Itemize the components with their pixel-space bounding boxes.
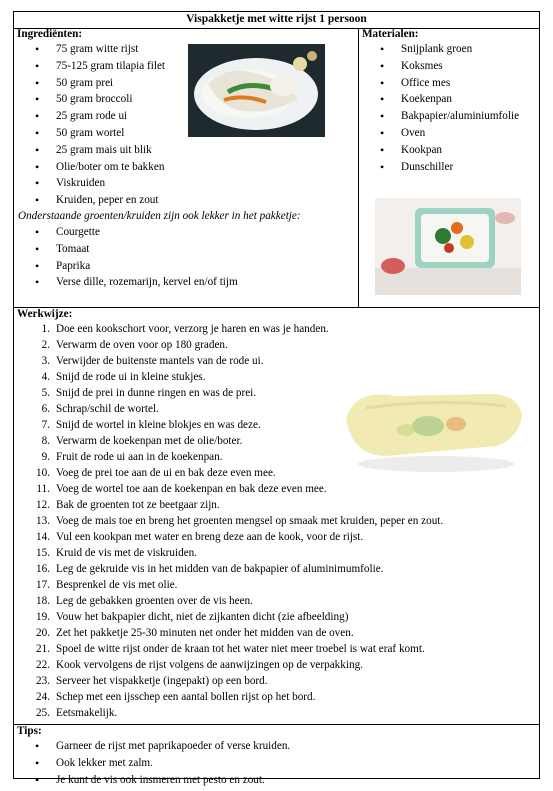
method-step xyxy=(14,593,539,609)
step-number: 9. xyxy=(41,451,50,463)
method-step xyxy=(14,337,539,353)
step-number: 5. xyxy=(41,387,50,399)
method-step xyxy=(14,673,539,689)
step-number: 18. xyxy=(36,595,50,607)
material-item: • Office mes xyxy=(359,75,539,92)
step-text: Vul een kookpan met water en breng deze aan de kook, voor de rijst. xyxy=(56,531,364,543)
step-text: Schrap/schil de wortel. xyxy=(56,403,159,415)
step-number: 12. xyxy=(36,499,50,511)
step-text: Verwijder de buitenste mantels van de rode ui. xyxy=(56,355,264,367)
step-text: Besprenkel de vis met olie. xyxy=(56,579,178,591)
step-text: Verwarm de oven voor op 180 graden. xyxy=(56,339,228,351)
step-text: Kook vervolgens de rijst volgens de aanwijzingen op de verpakking. xyxy=(56,659,363,671)
ingredient-item: • 75-125 gram tilapia filet xyxy=(14,58,358,75)
step-text: Schep met een ijsschep een aantal bollen rijst op het bord. xyxy=(56,691,316,703)
recipe-title: Vispakketje met witte rijst 1 persoon xyxy=(14,12,539,29)
step-text: Vouw het bakpapier dicht, niet de zijkanten dicht (zie afbeelding) xyxy=(56,611,349,623)
ingredient-item: • 25 gram mais uit blik xyxy=(14,142,358,159)
ingredient-item: • 50 gram wortel xyxy=(14,125,358,142)
recipe-sheet xyxy=(13,11,540,786)
step-number: 22. xyxy=(36,659,50,671)
step-number: 6. xyxy=(41,403,50,415)
ingredient-item: • 75 gram witte rijst xyxy=(14,41,358,58)
optional-ingredient-item: • Verse dille, rozemarijn, kervel en/of tijm xyxy=(14,274,358,291)
step-text: Zet het pakketje 25-30 minuten net onder het midden van de oven. xyxy=(56,627,354,639)
step-number: 4. xyxy=(41,371,50,383)
method-step xyxy=(14,529,539,545)
step-text: Kruid de vis met de viskruiden. xyxy=(56,547,198,559)
method-step xyxy=(14,321,539,337)
step-text: Verwarm de koekenpan met de olie/boter. xyxy=(56,435,243,447)
step-number: 10. xyxy=(36,467,50,479)
materials-list xyxy=(359,41,539,175)
tips-section xyxy=(14,725,539,786)
tip-item: • Ook lekker met zalm. xyxy=(14,755,539,772)
step-text: Fruit de rode ui aan in de koekenpan. xyxy=(56,451,223,463)
step-number: 23. xyxy=(36,675,50,687)
step-text: Voeg de wortel toe aan de koekenpan en bak deze even mee. xyxy=(56,483,327,495)
material-item: • Dunschiller xyxy=(359,159,539,176)
step-number: 24. xyxy=(36,691,50,703)
step-number: 20. xyxy=(36,627,50,639)
ingredients-section xyxy=(14,28,359,307)
method-step xyxy=(14,641,539,657)
step-number: 11. xyxy=(36,483,50,495)
method-step xyxy=(14,657,539,673)
step-text: Snijd de rode ui in kleine stukjes. xyxy=(56,371,206,383)
optional-ingredient-item: • Tomaat xyxy=(14,241,358,258)
materials-section xyxy=(359,28,539,307)
closed-parcel-photo xyxy=(336,368,526,476)
optional-note: Onderstaande groenten/kruiden zijn ook lekker in het pakketje: xyxy=(18,209,301,222)
method-step xyxy=(14,705,539,721)
step-number: 13. xyxy=(36,515,50,527)
method-step xyxy=(14,545,539,561)
step-text: Snijd de prei in dunne ringen en was de prei. xyxy=(56,387,257,399)
material-item: • Snijplank groen xyxy=(359,41,539,58)
step-number: 21. xyxy=(36,643,50,655)
method-step xyxy=(14,481,539,497)
tips-list xyxy=(14,738,539,788)
optional-ingredient-item: • Courgette xyxy=(14,224,358,241)
step-number: 14. xyxy=(36,531,50,543)
material-item: • Koekenpan xyxy=(359,91,539,108)
step-number: 16. xyxy=(36,563,50,575)
method-heading: Werkwijze: xyxy=(17,308,73,320)
material-item: • Oven xyxy=(359,125,539,142)
materials-heading: Materialen: xyxy=(362,28,419,40)
step-text: Doe een kookschort voor, verzorg je haren en was je handen. xyxy=(56,323,329,335)
ingredients-materials-row xyxy=(14,28,539,308)
ingredients-heading: Ingrediënten: xyxy=(17,28,83,40)
method-step xyxy=(14,497,539,513)
method-step xyxy=(14,689,539,705)
material-item: • Kookpan xyxy=(359,142,539,159)
material-item: • Bakpapier/aluminiumfolie xyxy=(359,108,539,125)
method-step xyxy=(14,353,539,369)
tips-heading: Tips: xyxy=(17,725,42,737)
step-text: Eetsmakelijk. xyxy=(56,707,118,719)
method-step xyxy=(14,513,539,529)
ingredient-item: • Viskruiden xyxy=(14,175,358,192)
method-step xyxy=(14,625,539,641)
step-text: Bak de groenten tot ze beetgaar zijn. xyxy=(56,499,220,511)
step-number: 3. xyxy=(41,355,50,367)
ingredient-item: • 25 gram rode ui xyxy=(14,108,358,125)
tip-item: • Garneer de rijst met paprikapoeder of verse kruiden. xyxy=(14,738,539,755)
tip-item: • Je kunt de vis ook insmeren met pesto en zout. xyxy=(14,772,539,789)
step-text: Voeg de mais toe en breng het groenten mengsel op smaak met kruiden, peper en zout. xyxy=(56,515,444,527)
method-step xyxy=(14,561,539,577)
step-number: 17. xyxy=(36,579,50,591)
step-number: 19. xyxy=(36,611,50,623)
ingredient-item: • Kruiden, peper en zout xyxy=(14,192,358,209)
step-text: Spoel de witte rijst onder de kraan tot het water niet meer troebel is wat eraf komt. xyxy=(56,643,425,655)
step-text: Leg de gekruide vis in het midden van de bakpapier of aluminimumfolie. xyxy=(56,563,384,575)
method-step xyxy=(14,577,539,593)
fish-parcel-photo xyxy=(188,44,325,137)
step-number: 8. xyxy=(41,435,50,447)
step-number: 1. xyxy=(41,323,50,335)
step-text: Snijd de wortel in kleine blokjes en was deze. xyxy=(56,419,261,431)
step-number: 25. xyxy=(36,707,50,719)
ingredient-item: • Olie/boter om te bakken xyxy=(14,159,358,176)
optional-ingredients-list xyxy=(14,224,358,291)
step-number: 2. xyxy=(41,339,50,351)
method-section xyxy=(14,308,539,725)
step-number: 15. xyxy=(36,547,50,559)
step-text: Leg de gebakken groenten over de vis heen. xyxy=(56,595,253,607)
ingredient-item: • 50 gram prei xyxy=(14,75,358,92)
material-item: • Koksmes xyxy=(359,58,539,75)
step-text: Voeg de prei toe aan de ui en bak deze even mee. xyxy=(56,467,276,479)
optional-ingredient-item: • Paprika xyxy=(14,258,358,275)
parcel-in-dish-photo xyxy=(375,198,521,295)
method-step xyxy=(14,609,539,625)
step-number: 7. xyxy=(41,419,50,431)
step-text: Serveer het vispakketje (ingepakt) op een bord. xyxy=(56,675,268,687)
ingredient-item: • 50 gram broccoli xyxy=(14,91,358,108)
